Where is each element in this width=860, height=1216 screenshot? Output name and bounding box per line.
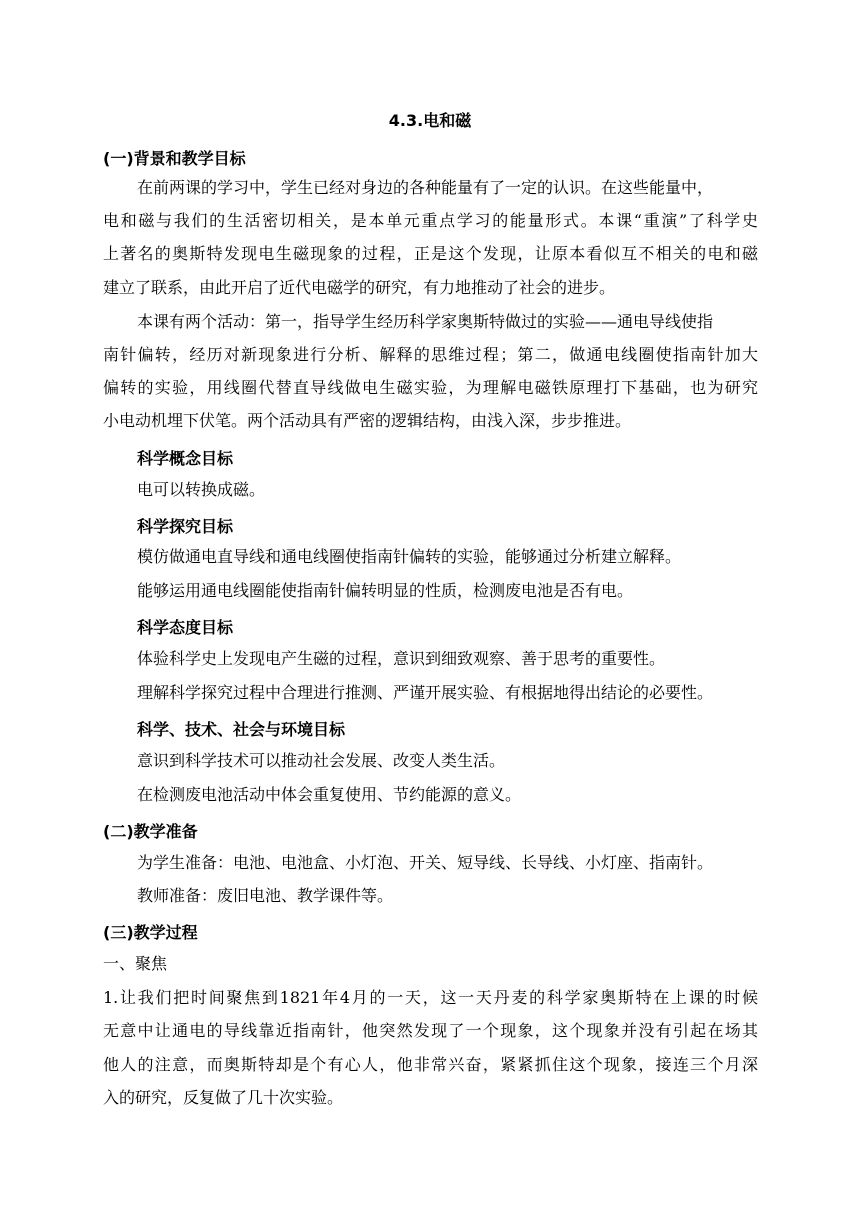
paragraph-line: 偏转的实验，用线圈代替直导线做电生磁实验，为理解电磁铁原理打下基础，也为研究 xyxy=(103,378,758,397)
section-heading-background: (一)背景和教学目标 xyxy=(103,149,246,168)
paragraph-line: 电和磁与我们的生活密切相关，是本单元重点学习的能量形式。本课“重演”了科学史 xyxy=(103,211,758,230)
attitude-goal-heading: 科学态度目标 xyxy=(137,618,234,637)
stse-goal-heading: 科学、技术、社会与环境目标 xyxy=(137,720,346,739)
paragraph-line: 他人的注意，而奥斯特却是个有心人，他非常兴奋，紧紧抓住这个现象，接连三个月深 xyxy=(103,1055,758,1074)
prep-line: 教师准备：废旧电池、教学课件等。 xyxy=(137,886,394,905)
goal-line: 模仿做通电直导线和通电线圈使指南针偏转的实验，能够通过分析建立解释。 xyxy=(137,547,682,566)
section-heading-preparation: (二)教学准备 xyxy=(103,822,198,841)
paragraph-line: 本课有两个活动：第一，指导学生经历科学家奥斯特做过的实验——通电导线使指 xyxy=(137,312,714,331)
paragraph-line: 上著名的奥斯特发现电生磁现象的过程，正是这个发现，让原本看似互不相关的电和磁 xyxy=(103,244,758,263)
concept-goal-heading: 科学概念目标 xyxy=(137,449,234,468)
goal-line: 在检测废电池活动中体会重复使用、节约能源的意义。 xyxy=(137,785,522,804)
goal-line: 能够运用通电线圈能使指南针偏转明显的性质，检测废电池是否有电。 xyxy=(137,581,634,600)
goal-line: 体验科学史上发现电产生磁的过程，意识到细致观察、善于思考的重要性。 xyxy=(137,649,666,668)
step-heading-focus: 一、聚焦 xyxy=(103,954,168,973)
goal-line: 理解科学探究过程中合理进行推测、严谨开展实验、有根据地得出结论的必要性。 xyxy=(137,683,714,702)
paragraph-line: 建立了联系，由此开启了近代电磁学的研究，有力地推动了社会的进步。 xyxy=(103,278,616,297)
prep-line: 为学生准备：电池、电池盒、小灯泡、开关、短导线、长导线、小灯座、指南针。 xyxy=(137,853,714,872)
paragraph-line: 入的研究，反复做了几十次实验。 xyxy=(103,1088,344,1107)
paragraph-line: 小电动机埋下伏笔。两个活动具有严密的逻辑结构，由浅入深，步步推进。 xyxy=(103,411,632,430)
section-heading-process: (三)教学过程 xyxy=(103,923,198,942)
page-title: 4.3.电和磁 xyxy=(388,111,472,130)
goal-line: 意识到科学技术可以推动社会发展、改变人类生活。 xyxy=(137,751,506,770)
paragraph-line: 在前两课的学习中，学生已经对身边的各种能量有了一定的认识。在这些能量中， xyxy=(137,178,714,197)
paragraph-line: 1.让我们把时间聚焦到1821年4月的一天，这一天丹麦的科学家奥斯特在上课的时候 xyxy=(103,988,758,1007)
goal-line: 电可以转换成磁。 xyxy=(137,480,266,499)
inquiry-goal-heading: 科学探究目标 xyxy=(137,517,234,536)
paragraph-line: 无意中让通电的导线靠近指南针，他突然发现了一个现象，这个现象并没有引起在场其 xyxy=(103,1021,758,1040)
paragraph-line: 南针偏转，经历对新现象进行分析、解释的思维过程；第二，做通电线圈使指南针加大 xyxy=(103,345,758,364)
